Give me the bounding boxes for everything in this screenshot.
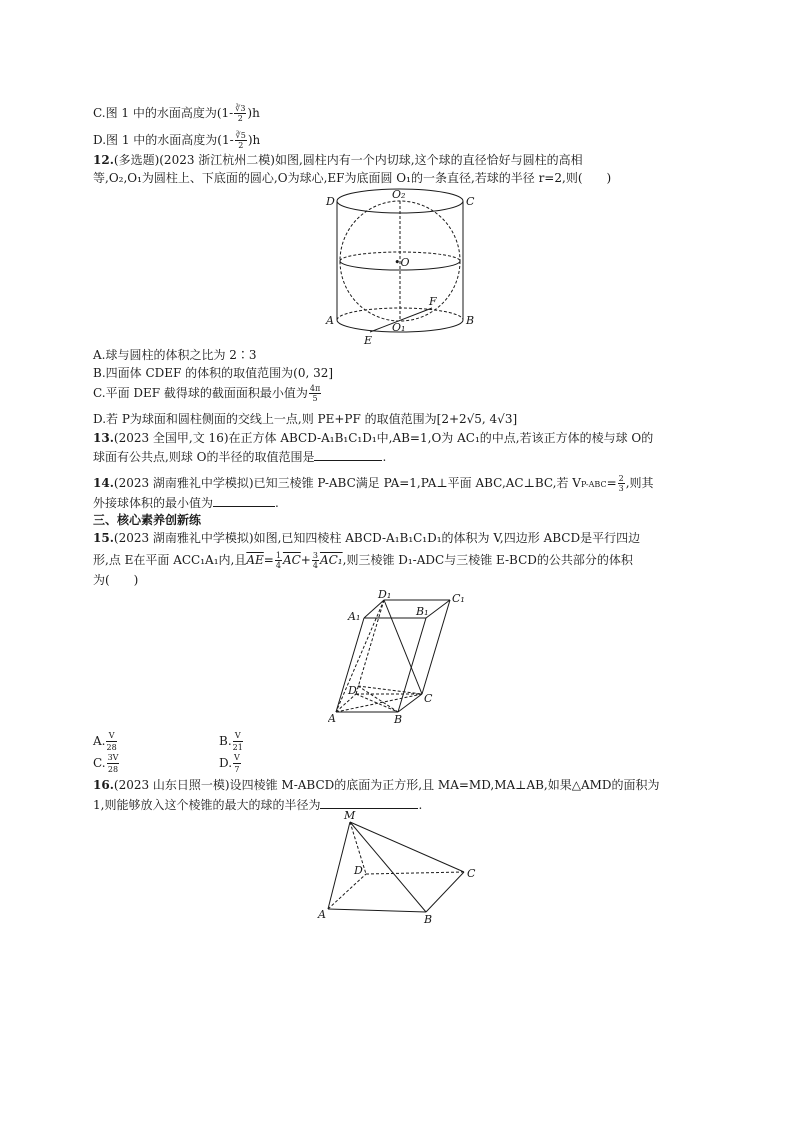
q11-option-c: C.图 1 中的水面高度为(1- $\frac{∛3}{2}$ )h (93, 104, 260, 123)
q13-line2: 球面有公共点,则球 O的半径的取值范围是 . (93, 450, 387, 464)
label-D: D (348, 684, 357, 697)
label-A: A (326, 314, 334, 327)
q12-option-b: B.四面体 CDEF 的体积的取值范围为(0, 32] (93, 366, 334, 380)
q12-option-c: C.平面 DEF 截得球的截面面积最小值为 $\frac{4\pi}{5}$ (93, 384, 321, 403)
label-C: C (467, 867, 476, 880)
fraction: $\frac{V}{21}$ (232, 731, 243, 752)
q15-line3: 为( ) (93, 573, 139, 587)
label-B: B (424, 913, 433, 926)
q15-prism-figure (328, 588, 478, 726)
label-A: A (328, 712, 336, 725)
q15-option-d: D. $\frac{V}{7}$ (219, 753, 240, 774)
label-A: A (318, 908, 326, 921)
label-O: •O (394, 256, 410, 269)
q14-line1: 14.(2023 湖南雅礼中学模拟)已知三棱锥 P-ABC满足 PA=1,PA⊥平面 ABC,AC⊥BC,若 VP-ABC= $\frac{2}{3}$ ,则其 (93, 474, 654, 493)
label-D: D (354, 864, 363, 877)
q12-stem-line2: 等,O₂,O₁为圆柱上、下底面的圆心,O为球心,EF为底面圆 O₁的一条直径,若球的半径 r=2,则( ) (93, 171, 612, 185)
q16-line1: 16.(2023 山东日照一模)设四棱锥 M-ABCD的底面为正方形,且 MA=MD,MA⊥AB,如果△AMD的面积为 (93, 778, 660, 792)
q12-option-d: D.若 P为球面和圆柱侧面的交线上一点,则 PE+PF 的取值范围为[2+2√5, 4√3] (93, 412, 518, 426)
fraction: $\frac{∛5}{2}$ (235, 131, 246, 150)
label-C1: C₁ (452, 592, 465, 605)
label-B1: B₁ (416, 605, 429, 618)
fraction: $\frac{4\pi}{5}$ (309, 384, 321, 403)
section-heading: 三、核心素养创新练 (93, 513, 202, 527)
q12-option-a: A.球与圆柱的体积之比为 2∶3 (93, 348, 257, 362)
label-D1: D₁ (378, 588, 392, 601)
q15-option-a: A. $\frac{V}{28}$ (93, 731, 117, 752)
q16-pyramid-figure (314, 808, 484, 928)
label-F: F (429, 295, 437, 308)
fraction: $\frac{3V}{28}$ (107, 753, 119, 774)
fraction: $\frac{2}{3}$ (618, 474, 624, 493)
label-B: B (466, 314, 475, 327)
fraction: $\frac{V}{28}$ (106, 731, 117, 752)
label-M: M (344, 809, 356, 822)
q14-line2: 外接球体积的最小值为 . (93, 496, 279, 510)
q13-line1: 13.(2023 全国甲,文 16)在正方体 ABCD-A₁B₁C₁D₁中,AB=1,O为 AC₁的中点,若该正方体的棱与球 O的 (93, 431, 654, 445)
q15-option-b: B. $\frac{V}{21}$ (219, 731, 243, 752)
q16-line2: 1,则能够放入这个棱锥的最大的球的半径为 . (93, 798, 423, 812)
label-C: C (466, 195, 475, 208)
label-B: B (394, 713, 403, 726)
label-O2: O₂ (392, 188, 406, 201)
label-E: E (364, 334, 373, 346)
q15-line2: 形,点 E在平面 ACC₁A₁内,且$\overline{AE}=$ $\frac{1}{4}$ $\overline{AC}+$ $\frac{3}{4}$ AC₁,则三棱锥 D₁-ADC与三棱锥 E-BCD的公共部分的体积 (93, 551, 633, 570)
fraction: $\frac{∛3}{2}$ (235, 104, 246, 123)
label-O1: O₁ (392, 321, 406, 334)
q11-option-d: D.图 1 中的水面高度为(1- $\frac{∛5}{2}$ )h (93, 131, 261, 150)
answer-blank[interactable] (314, 448, 382, 461)
q15-option-c: C. $\frac{3V}{28}$ (93, 753, 119, 774)
q12-stem-line1: 12.(多选题)(2023 浙江杭州二模)如图,圆柱内有一个内切球,这个球的直径恰好与圆柱的高相 (93, 153, 583, 167)
fraction: $\frac{1}{4}$ (275, 551, 281, 570)
q15-line1: 15.(2023 湖南雅礼中学模拟)如图,已知四棱柱 ABCD-A₁B₁C₁D₁的体积为 V,四边形 ABCD是平行四边 (93, 531, 641, 545)
label-D: D (326, 195, 335, 208)
label-A1: A₁ (348, 610, 361, 623)
label-C: C (424, 692, 433, 705)
q12-cylinder-sphere-figure (320, 186, 480, 346)
fraction: $\frac{3}{4}$ (312, 551, 318, 570)
answer-blank[interactable] (213, 494, 275, 507)
fraction: $\frac{V}{7}$ (234, 753, 240, 774)
